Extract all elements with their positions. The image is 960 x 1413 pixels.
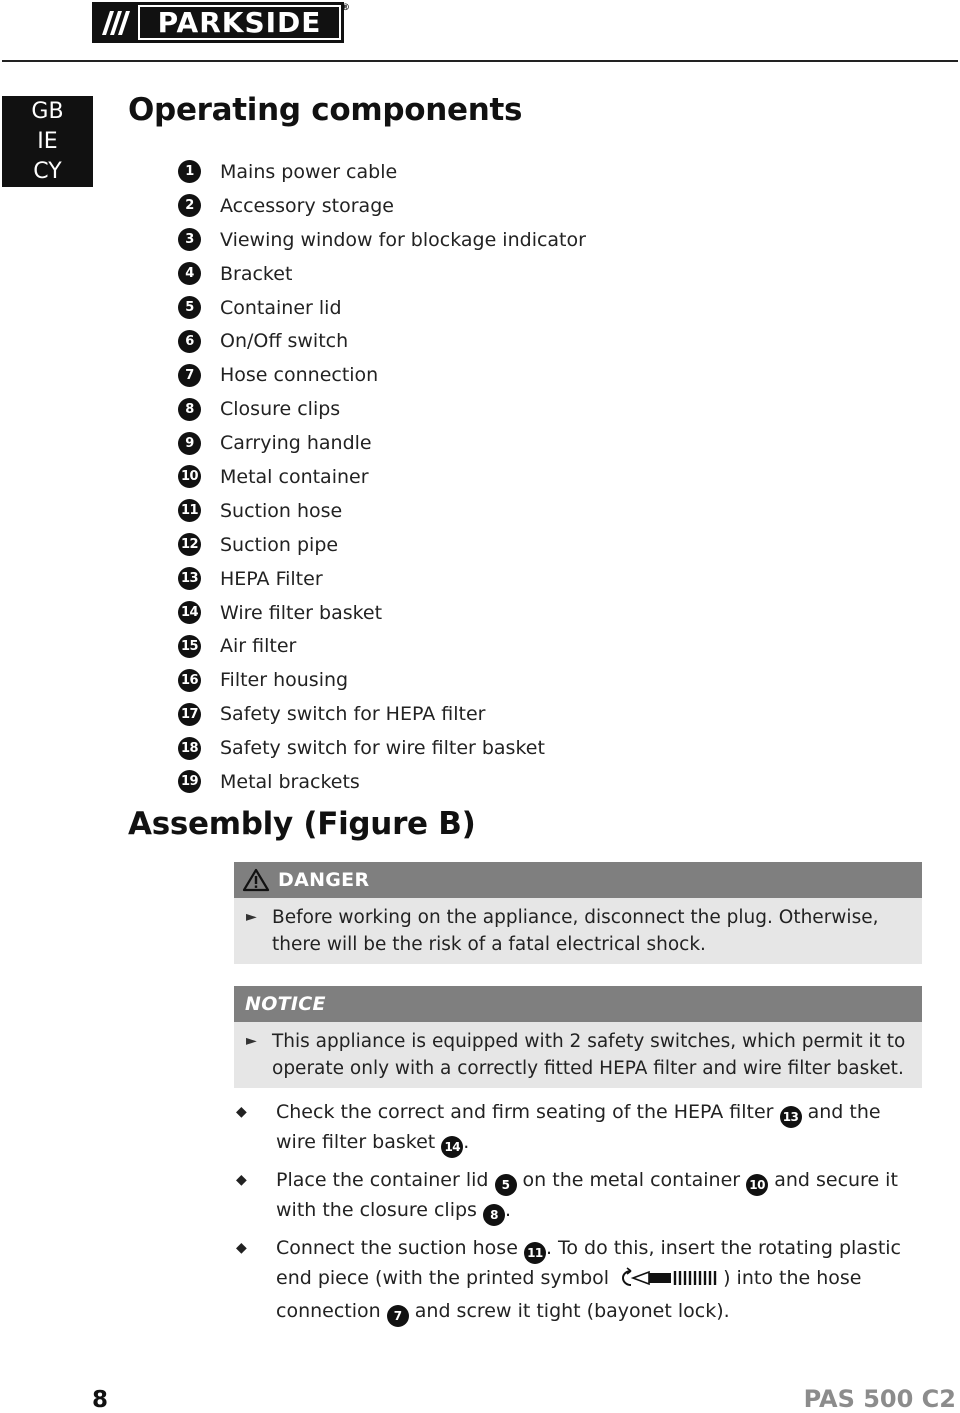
ref-number: 11 — [524, 1242, 546, 1264]
list-item — [178, 731, 586, 765]
item-number: 13 — [178, 567, 201, 590]
item-label: On/Off switch — [220, 330, 349, 353]
arrow-bullet-icon: ► — [246, 909, 257, 925]
item-label: Suction pipe — [220, 533, 339, 556]
item-label: Safety switch for HEPA filter — [220, 703, 486, 726]
country-code: IE — [37, 128, 58, 154]
assembly-steps — [236, 1098, 922, 1335]
warning-triangle-icon — [242, 868, 270, 892]
item-number: 8 — [178, 398, 201, 421]
list-item — [178, 494, 586, 528]
list-item — [178, 426, 586, 460]
item-label: HEPA Filter — [220, 567, 323, 590]
danger-heading: DANGER — [278, 869, 370, 891]
country-code: GB — [31, 98, 64, 124]
diamond-bullet-icon: ◆ — [236, 1172, 247, 1188]
list-item — [178, 291, 586, 325]
item-label: Bracket — [220, 262, 293, 285]
step-text: Place the container lid 5 on the metal container 10 and secure it with the closure clips 8 . — [276, 1166, 922, 1226]
list-item — [178, 257, 586, 291]
item-label: Safety switch for wire filter basket — [220, 737, 545, 760]
step-item — [236, 1166, 922, 1226]
item-number: 12 — [178, 533, 201, 556]
list-item — [178, 596, 586, 630]
item-number: 18 — [178, 737, 201, 760]
item-label: Filter housing — [220, 669, 349, 692]
item-label: Wire filter basket — [220, 601, 383, 624]
danger-body — [234, 898, 922, 964]
page-number: 8 — [92, 1387, 109, 1413]
ref-number: 7 — [387, 1305, 409, 1327]
item-label: Air filter — [220, 635, 297, 658]
list-item — [178, 765, 586, 799]
item-number: 17 — [178, 703, 201, 726]
diamond-bullet-icon: ◆ — [236, 1240, 247, 1256]
diamond-bullet-icon: ◆ — [236, 1104, 247, 1120]
ref-number: 14 — [441, 1136, 463, 1158]
item-number: 4 — [178, 262, 201, 285]
notice-header — [234, 986, 922, 1022]
ref-number: 5 — [495, 1174, 517, 1196]
arrow-bullet-icon: ► — [246, 1033, 257, 1049]
section-title-assembly: Assembly (Figure B) — [128, 806, 476, 842]
ref-number: 8 — [483, 1204, 505, 1226]
step-item — [236, 1234, 922, 1327]
model-name: PAS 500 C2 — [803, 1385, 956, 1413]
item-label: Hose connection — [220, 364, 379, 387]
rotate-lock-symbol-icon — [615, 1267, 723, 1297]
item-number: 10 — [178, 465, 201, 488]
country-tab — [2, 96, 93, 187]
list-item — [178, 189, 586, 223]
item-number: 3 — [178, 228, 201, 251]
item-number: 15 — [178, 635, 201, 658]
list-item — [178, 324, 586, 358]
component-list — [178, 155, 586, 799]
header-divider — [2, 60, 958, 62]
item-label: Container lid — [220, 296, 342, 319]
notice-heading: NOTICE — [245, 993, 326, 1015]
item-label: Mains power cable — [220, 160, 398, 183]
brand-name: PARKSIDE ® — [138, 5, 341, 40]
danger-text: Before working on the appliance, disconnect the plug. Otherwise, there will be the risk of a fatal electrical shock. — [272, 907, 879, 955]
brand-stripes-icon — [92, 2, 136, 43]
registered-mark: ® — [341, 3, 351, 13]
list-item — [178, 460, 586, 494]
notice-body — [234, 1022, 922, 1088]
item-label: Metal brackets — [220, 770, 360, 793]
item-number: 6 — [178, 330, 201, 353]
list-item — [178, 358, 586, 392]
item-number: 11 — [178, 499, 201, 522]
step-text: Check the correct and firm seating of the HEPA filter 13 and the wire filter basket 14 . — [276, 1098, 922, 1158]
item-number: 5 — [178, 296, 201, 319]
item-number: 9 — [178, 432, 201, 455]
ref-number: 10 — [746, 1174, 768, 1196]
item-label: Viewing window for blockage indicator — [220, 228, 586, 251]
item-number: 16 — [178, 669, 201, 692]
item-number: 14 — [178, 601, 201, 624]
list-item — [178, 562, 586, 596]
list-item — [178, 155, 586, 189]
step-text: Connect the suction hose 11 . To do this, insert the rotating plastic end piece (with the printed symbol ) into the hose connection 7 and screw it tight (bayonet lock). — [276, 1234, 922, 1327]
item-label: Carrying handle — [220, 432, 372, 455]
item-label: Closure clips — [220, 398, 341, 421]
list-item — [178, 697, 586, 731]
list-item — [178, 223, 586, 257]
step-item — [236, 1098, 922, 1158]
danger-header — [234, 862, 922, 898]
item-label: Metal container — [220, 465, 369, 488]
item-number: 1 — [178, 160, 201, 183]
list-item — [178, 392, 586, 426]
list-item — [178, 663, 586, 697]
item-number: 19 — [178, 770, 201, 793]
item-label: Suction hose — [220, 499, 343, 522]
danger-box — [234, 862, 922, 964]
item-label: Accessory storage — [220, 194, 394, 217]
notice-text: This appliance is equipped with 2 safety switches, which permit it to operate only with a correctly fitted HEPA filter and wire filter basket. — [272, 1031, 906, 1079]
list-item — [178, 629, 586, 663]
notice-box — [234, 986, 922, 1088]
item-number: 7 — [178, 364, 201, 387]
brand-logo — [92, 2, 351, 43]
list-item — [178, 528, 586, 562]
ref-number: 13 — [780, 1106, 802, 1128]
item-number: 2 — [178, 194, 201, 217]
section-title-operating: Operating components — [128, 92, 523, 128]
country-code: CY — [33, 158, 62, 184]
